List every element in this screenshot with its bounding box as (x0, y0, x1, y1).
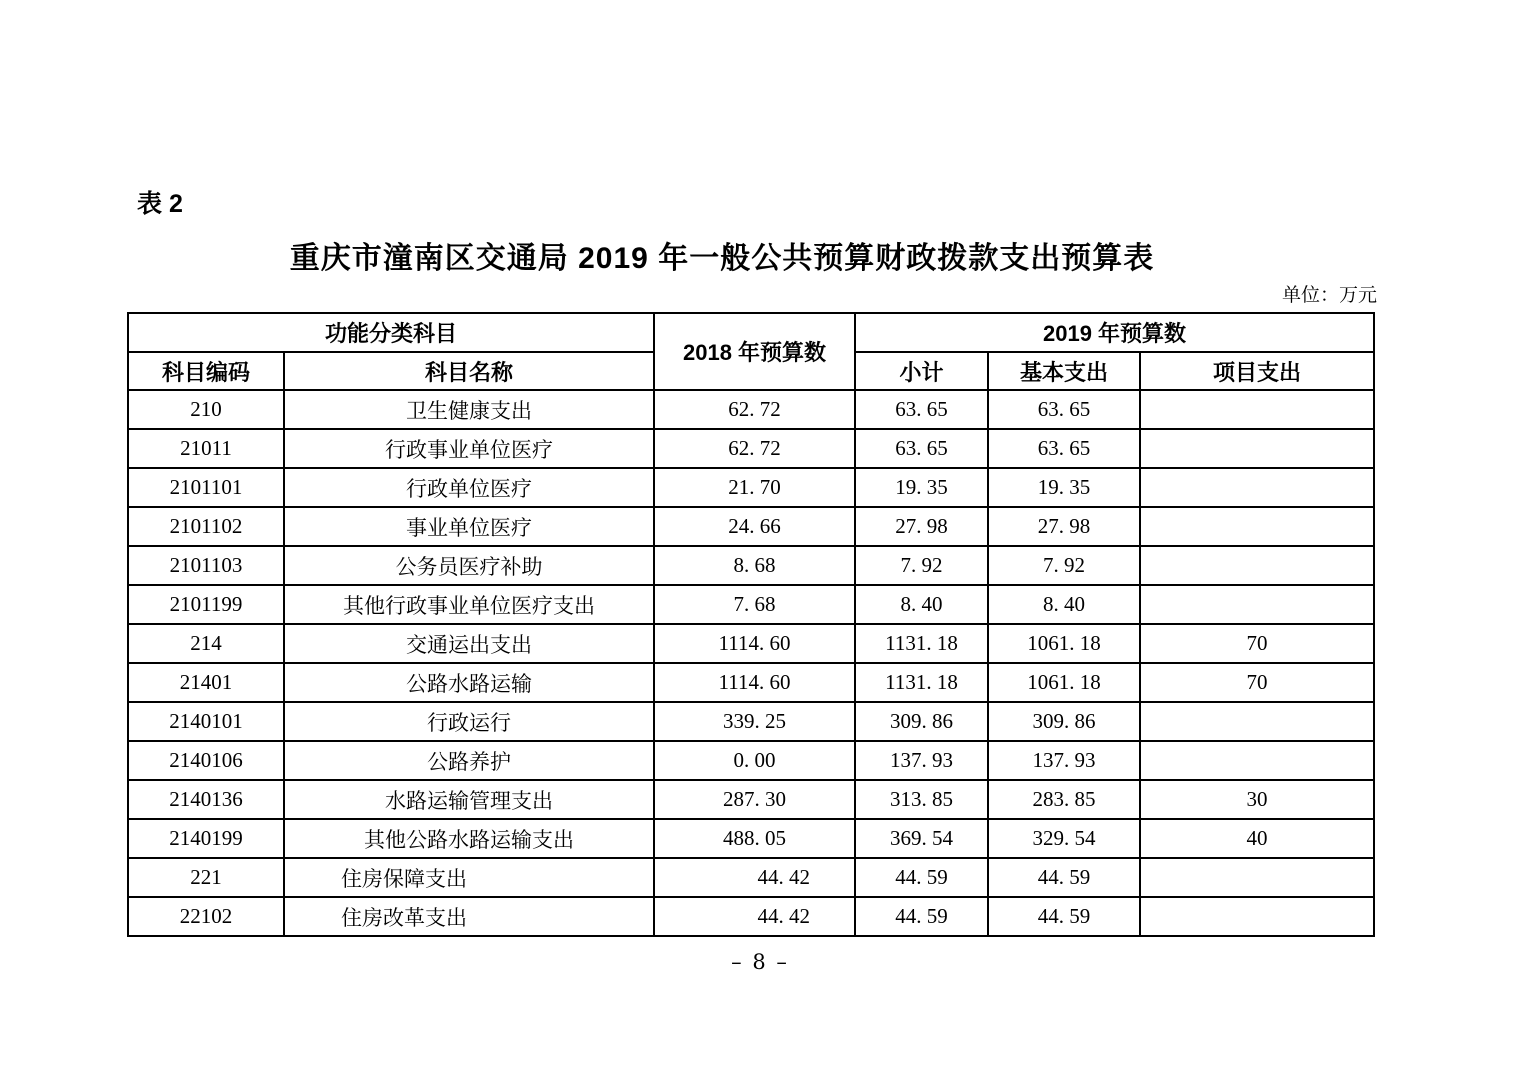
basic-expense-cell: 137. 93 (988, 741, 1140, 780)
basic-expense-cell: 63. 65 (988, 429, 1140, 468)
project-expense-cell (1140, 390, 1374, 429)
header-function-group: 功能分类科目 (128, 313, 654, 352)
table-row (128, 468, 1374, 507)
subject-code-cell: 2101103 (128, 546, 284, 585)
basic-expense-cell: 44. 59 (988, 858, 1140, 897)
unit-note: 单位：万元 (1281, 284, 1377, 306)
project-expense-cell: 70 (1140, 624, 1374, 663)
basic-expense-cell: 329. 54 (988, 819, 1140, 858)
project-expense-cell (1140, 585, 1374, 624)
table-row (128, 702, 1374, 741)
budget-2018-cell: 62. 72 (654, 390, 855, 429)
budget-2018-cell: 287. 30 (654, 780, 855, 819)
subject-name-cell: 事业单位医疗 (284, 507, 654, 546)
table-label: 表 2 (137, 190, 183, 218)
budget-2018-cell: 488. 05 (654, 819, 855, 858)
subject-name-cell: 行政运行 (284, 702, 654, 741)
project-expense-cell (1140, 429, 1374, 468)
subtotal-cell: 27. 98 (855, 507, 988, 546)
subject-name-cell: 水路运输管理支出 (284, 780, 654, 819)
header-subject-name: 科目名称 (284, 352, 654, 390)
table-row (128, 741, 1374, 780)
basic-expense-cell: 283. 85 (988, 780, 1140, 819)
subject-code-cell: 21401 (128, 663, 284, 702)
project-expense-cell: 70 (1140, 663, 1374, 702)
basic-expense-cell: 1061. 18 (988, 624, 1140, 663)
header-subject-code: 科目编码 (128, 352, 284, 390)
header-basic-expense: 基本支出 (988, 352, 1140, 390)
budget-table (127, 312, 1375, 937)
subtotal-cell: 309. 86 (855, 702, 988, 741)
table-row (128, 624, 1374, 663)
table-row (128, 858, 1374, 897)
subject-code-cell: 2140101 (128, 702, 284, 741)
header-budget-2018: 2018 年预算数 (654, 313, 855, 390)
table-header (128, 313, 1374, 390)
header-project-expense: 项目支出 (1140, 352, 1374, 390)
subtotal-cell: 44. 59 (855, 897, 988, 936)
subject-name-cell: 其他行政事业单位医疗支出 (284, 585, 654, 624)
subtotal-cell: 369. 54 (855, 819, 988, 858)
table-row (128, 507, 1374, 546)
subject-code-cell: 21011 (128, 429, 284, 468)
header-budget-2019-group: 2019 年预算数 (855, 313, 1374, 352)
subject-name-cell: 住房改革支出 (284, 897, 654, 936)
subject-name-cell: 交通运出支出 (284, 624, 654, 663)
page-title: 重庆市潼南区交通局 2019 年一般公共预算财政拨款支出预算表 (289, 242, 1155, 275)
basic-expense-cell: 7. 92 (988, 546, 1140, 585)
subject-code-cell: 2101199 (128, 585, 284, 624)
budget-2018-cell: 8. 68 (654, 546, 855, 585)
subject-code-cell: 2140199 (128, 819, 284, 858)
budget-2018-cell: 44. 42 (654, 897, 855, 936)
subject-name-cell: 公路养护 (284, 741, 654, 780)
basic-expense-cell: 27. 98 (988, 507, 1140, 546)
subject-code-cell: 2101102 (128, 507, 284, 546)
table-row (128, 663, 1374, 702)
subject-code-cell: 2140136 (128, 780, 284, 819)
page-number: – 8 – (731, 950, 789, 974)
subject-name-cell: 住房保障支出 (284, 858, 654, 897)
table-row (128, 585, 1374, 624)
subject-code-cell: 2101101 (128, 468, 284, 507)
project-expense-cell (1140, 741, 1374, 780)
budget-2018-cell: 7. 68 (654, 585, 855, 624)
subtotal-cell: 7. 92 (855, 546, 988, 585)
subject-code-cell: 210 (128, 390, 284, 429)
basic-expense-cell: 63. 65 (988, 390, 1140, 429)
subject-name-cell: 其他公路水路运输支出 (284, 819, 654, 858)
budget-2018-cell: 1114. 60 (654, 663, 855, 702)
budget-2018-cell: 21. 70 (654, 468, 855, 507)
subject-code-cell: 22102 (128, 897, 284, 936)
header-subtotal: 小计 (855, 352, 988, 390)
basic-expense-cell: 19. 35 (988, 468, 1140, 507)
table-row (128, 897, 1374, 936)
basic-expense-cell: 44. 59 (988, 897, 1140, 936)
project-expense-cell (1140, 468, 1374, 507)
subtotal-cell: 313. 85 (855, 780, 988, 819)
subject-name-cell: 卫生健康支出 (284, 390, 654, 429)
budget-2018-cell: 0. 00 (654, 741, 855, 780)
table-row (128, 780, 1374, 819)
budget-2018-cell: 339. 25 (654, 702, 855, 741)
project-expense-cell (1140, 858, 1374, 897)
basic-expense-cell: 309. 86 (988, 702, 1140, 741)
subtotal-cell: 44. 59 (855, 858, 988, 897)
subject-code-cell: 2140106 (128, 741, 284, 780)
budget-2018-cell: 62. 72 (654, 429, 855, 468)
subtotal-cell: 63. 65 (855, 429, 988, 468)
subject-name-cell: 行政单位医疗 (284, 468, 654, 507)
subject-name-cell: 公路水路运输 (284, 663, 654, 702)
budget-2018-cell: 1114. 60 (654, 624, 855, 663)
subtotal-cell: 137. 93 (855, 741, 988, 780)
basic-expense-cell: 1061. 18 (988, 663, 1140, 702)
subtotal-cell: 8. 40 (855, 585, 988, 624)
subject-code-cell: 214 (128, 624, 284, 663)
project-expense-cell: 30 (1140, 780, 1374, 819)
subtotal-cell: 1131. 18 (855, 663, 988, 702)
basic-expense-cell: 8. 40 (988, 585, 1140, 624)
subtotal-cell: 19. 35 (855, 468, 988, 507)
budget-2018-cell: 24. 66 (654, 507, 855, 546)
project-expense-cell (1140, 546, 1374, 585)
table-row (128, 546, 1374, 585)
table-row (128, 429, 1374, 468)
table-body (128, 390, 1374, 936)
subtotal-cell: 63. 65 (855, 390, 988, 429)
project-expense-cell (1140, 507, 1374, 546)
subtotal-cell: 1131. 18 (855, 624, 988, 663)
table-row (128, 819, 1374, 858)
project-expense-cell: 40 (1140, 819, 1374, 858)
subject-name-cell: 行政事业单位医疗 (284, 429, 654, 468)
project-expense-cell (1140, 702, 1374, 741)
project-expense-cell (1140, 897, 1374, 936)
table-row (128, 390, 1374, 429)
subject-code-cell: 221 (128, 858, 284, 897)
subject-name-cell: 公务员医疗补助 (284, 546, 654, 585)
budget-2018-cell: 44. 42 (654, 858, 855, 897)
